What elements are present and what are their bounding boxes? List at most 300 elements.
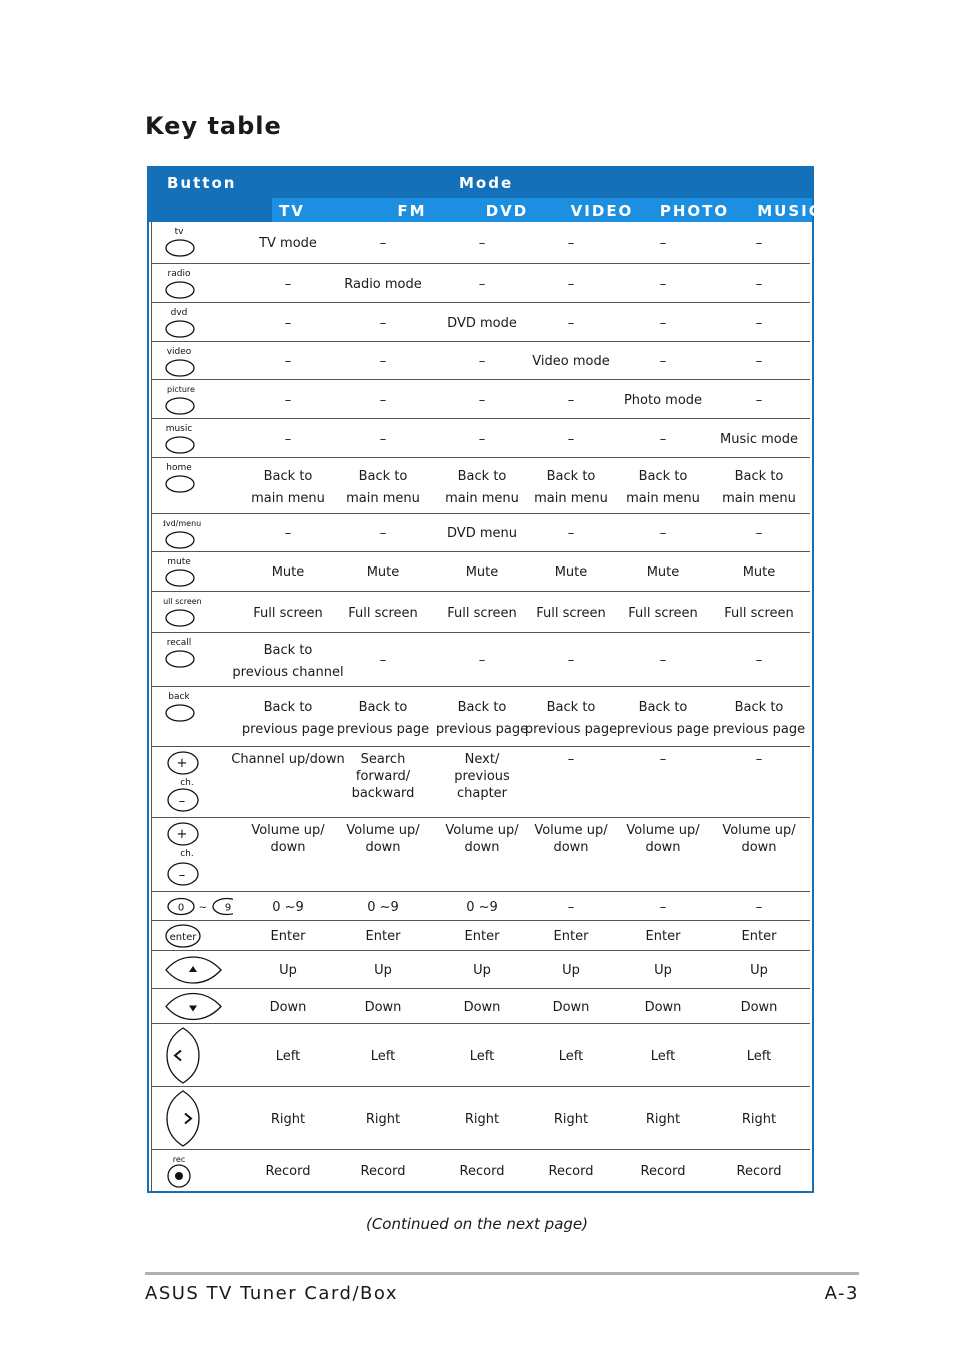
key-function-cell: [711, 997, 807, 1019]
table-row: [149, 687, 812, 747]
key-function-text: backward: [351, 786, 415, 801]
key-function-text: Enter: [365, 929, 401, 944]
key-function-text: –: [478, 653, 486, 668]
key-function-cell: [523, 233, 619, 255]
key-function-text: Mute: [646, 565, 680, 580]
mode-header-music: MUSIC: [757, 202, 822, 220]
svg-text:ch.: ch.: [180, 778, 194, 788]
key-function-text: –: [659, 899, 667, 915]
key-function-cell: [240, 926, 336, 948]
key-function-cell: [523, 466, 619, 510]
key-function-text: DVD menu: [447, 526, 517, 541]
svg-text:video: video: [166, 347, 192, 357]
key-function-text: –: [478, 276, 486, 292]
key-function-cell: [711, 429, 807, 451]
key-function-cell: [434, 523, 530, 545]
key-function-text: Right: [464, 1111, 500, 1127]
mode-header-tv: TV: [279, 202, 305, 220]
key-function-text: Record: [360, 1163, 406, 1179]
key-function-cell: [615, 429, 711, 451]
key-function-text: Left: [469, 1048, 495, 1064]
key-function-text: Right: [365, 1111, 401, 1127]
key-function-cell: [615, 960, 711, 982]
key-function-text: Up: [473, 963, 491, 978]
key-function-text: Full screen: [628, 605, 698, 621]
key-function-text: previous page: [336, 722, 430, 737]
key-function-text: previous page: [524, 722, 618, 737]
key-function-text: –: [379, 431, 387, 447]
video-button-icon: [163, 342, 233, 384]
key-function-cell: [711, 390, 807, 412]
key-function-text: –: [567, 236, 575, 251]
key-function-text: –: [659, 752, 667, 767]
key-function-text: 0 ~9: [367, 899, 399, 915]
key-function-text: Back to: [457, 469, 507, 484]
key-function-cell: [335, 274, 431, 296]
key-function-text: –: [478, 354, 486, 369]
key-function-text: –: [379, 526, 387, 541]
key-function-text: Back to: [546, 469, 596, 484]
mute-button-icon: [163, 552, 233, 596]
key-function-text: –: [659, 431, 667, 447]
key-function-cell: [240, 429, 336, 451]
key-function-cell: [335, 233, 431, 255]
key-function-text: main menu: [722, 491, 796, 506]
key-function-cell: [434, 603, 530, 625]
key-function-cell: [335, 960, 431, 982]
table-row: [149, 264, 812, 303]
table-row: [149, 514, 812, 552]
key-function-text: –: [567, 431, 575, 447]
key-function-cell: [615, 233, 711, 255]
key-function-text: main menu: [626, 491, 700, 506]
key-function-cell: [523, 1109, 619, 1131]
key-function-text: Volume up/: [534, 823, 608, 838]
key-function-cell: [335, 897, 431, 919]
key-function-cell: [240, 313, 336, 335]
table-row: [149, 222, 812, 264]
key-function-cell: [434, 429, 530, 451]
key-function-cell: [434, 1161, 530, 1183]
channel-rocker-icon: [163, 747, 233, 822]
table-row: [149, 552, 812, 592]
key-function-text: Up: [750, 963, 768, 978]
key-function-text: Back to: [263, 643, 313, 658]
key-function-cell: [523, 562, 619, 584]
key-function-cell: [240, 523, 336, 545]
svg-text:back: back: [168, 692, 190, 702]
key-function-cell: [434, 233, 530, 255]
key-function-text: –: [567, 752, 575, 767]
mode-column-header: Mode: [459, 174, 514, 192]
music-button-icon: [163, 419, 233, 462]
key-function-cell: [240, 997, 336, 1019]
key-function-cell: [240, 960, 336, 982]
key-function-cell: [335, 313, 431, 335]
key-function-text: Record: [265, 1163, 311, 1179]
key-function-text: previous: [454, 769, 510, 784]
key-function-cell: [434, 697, 530, 741]
key-function-cell: [434, 650, 530, 672]
key-function-cell: [711, 751, 807, 768]
left-arrow-button-icon: [163, 1024, 233, 1091]
key-function-text: Enter: [553, 929, 589, 944]
key-function-text: –: [379, 354, 387, 369]
key-function-text: –: [478, 431, 486, 447]
table-row: [149, 380, 812, 419]
key-function-cell: [615, 1161, 711, 1183]
mode-strip: [272, 198, 822, 222]
key-function-text: Back to: [358, 700, 408, 715]
key-function-cell: [335, 390, 431, 412]
svg-text:rec: rec: [172, 1155, 186, 1164]
key-function-text: Volume up/: [722, 823, 796, 838]
key-function-text: 0 ~9: [466, 899, 498, 915]
key-function-cell: [615, 697, 711, 741]
svg-text:~: ~: [198, 902, 208, 914]
page-title: Key table: [145, 112, 282, 140]
key-function-text: –: [284, 526, 292, 541]
key-function-cell: [434, 1109, 530, 1131]
key-function-text: down: [553, 840, 589, 855]
key-function-text: –: [755, 526, 763, 541]
key-function-text: Record: [548, 1163, 594, 1179]
key-function-cell: [335, 650, 431, 672]
svg-text:enter: enter: [169, 932, 197, 943]
footer-product-name: ASUS TV Tuner Card/Box: [145, 1283, 398, 1304]
key-function-cell: [615, 926, 711, 948]
key-function-text: Left: [746, 1048, 772, 1064]
key-function-text: forward/: [355, 769, 411, 784]
table-row: [149, 1024, 812, 1087]
key-function-text: Down: [364, 999, 402, 1015]
key-function-text: –: [284, 354, 292, 369]
key-function-cell: [240, 822, 336, 856]
key-function-cell: [434, 274, 530, 296]
key-function-text: previous page: [241, 722, 335, 737]
key-function-text: –: [379, 315, 387, 331]
key-function-cell: [711, 897, 807, 919]
key-function-text: previous page: [712, 722, 806, 737]
key-function-cell: [240, 562, 336, 584]
key-function-cell: [523, 897, 619, 919]
key-function-text: Mute: [554, 565, 588, 580]
key-function-cell: [335, 926, 431, 948]
key-function-cell: [523, 351, 619, 373]
key-function-cell: [523, 822, 619, 856]
key-function-cell: [523, 313, 619, 335]
key-function-cell: [523, 751, 619, 768]
volume-rocker-icon: [163, 818, 233, 896]
key-function-cell: [523, 523, 619, 545]
key-function-cell: [335, 429, 431, 451]
key-function-text: previous channel: [232, 665, 344, 680]
svg-text:–: –: [178, 794, 186, 809]
key-function-cell: [335, 822, 431, 856]
key-function-cell: [615, 466, 711, 510]
key-function-cell: [711, 1046, 807, 1068]
key-function-cell: [335, 1161, 431, 1183]
key-function-text: Enter: [741, 929, 777, 944]
svg-text:+: +: [176, 827, 188, 842]
key-function-cell: [523, 697, 619, 741]
key-function-cell: [434, 466, 530, 510]
key-function-text: Record: [459, 1163, 505, 1179]
key-function-text: Back to: [457, 700, 507, 715]
key-function-cell: [434, 1046, 530, 1068]
key-function-text: Photo mode: [623, 392, 703, 408]
key-function-text: –: [755, 276, 763, 292]
key-function-cell: [711, 523, 807, 545]
key-function-cell: [711, 926, 807, 948]
svg-text:0: 0: [177, 902, 185, 914]
key-function-text: main menu: [346, 491, 420, 506]
key-function-text: Volume up/: [626, 823, 700, 838]
key-function-text: –: [478, 392, 486, 408]
key-function-cell: [240, 897, 336, 919]
key-function-cell: [434, 960, 530, 982]
key-function-text: Enter: [270, 929, 306, 944]
key-table: [147, 166, 822, 1193]
svg-text:dvd: dvd: [170, 308, 188, 318]
key-function-text: down: [741, 840, 777, 855]
mode-header-photo: PHOTO: [659, 202, 730, 220]
key-function-cell: [711, 960, 807, 982]
key-function-cell: [615, 523, 711, 545]
key-function-text: main menu: [251, 491, 325, 506]
key-function-cell: [228, 640, 348, 684]
key-function-cell: [335, 1109, 431, 1131]
dvd-menu-button-icon: [163, 514, 233, 556]
key-function-cell: [335, 523, 431, 545]
key-function-cell: [615, 897, 711, 919]
record-button-icon: [163, 1150, 233, 1195]
key-function-text: Back to: [358, 469, 408, 484]
key-function-text: –: [659, 236, 667, 251]
key-function-cell: [434, 997, 530, 1019]
key-function-cell: [615, 313, 711, 335]
key-function-cell: [335, 603, 431, 625]
key-function-cell: [335, 562, 431, 584]
key-function-text: Back to: [638, 700, 688, 715]
key-function-text: Volume up/: [445, 823, 519, 838]
table-row: [149, 458, 812, 514]
key-function-cell: [240, 1109, 336, 1131]
key-function-cell: [615, 997, 711, 1019]
key-function-text: –: [567, 392, 575, 408]
key-function-cell: [711, 697, 807, 741]
key-function-cell: [434, 926, 530, 948]
svg-text:music: music: [165, 424, 193, 434]
key-function-cell: [523, 650, 619, 672]
table-row: [149, 419, 812, 458]
key-function-cell: [335, 997, 431, 1019]
key-function-text: –: [567, 276, 575, 292]
button-column-header: Button: [167, 174, 237, 192]
key-function-cell: [240, 1046, 336, 1068]
svg-text:tv: tv: [174, 227, 184, 237]
radio-button-icon: [163, 264, 233, 307]
key-function-cell: [335, 466, 431, 510]
key-function-cell: [335, 351, 431, 373]
table-row: [149, 633, 812, 687]
key-function-text: Right: [553, 1111, 589, 1127]
dvd-button-icon: [163, 303, 233, 346]
key-function-text: Down: [644, 999, 682, 1015]
table-row: [149, 592, 812, 633]
key-function-text: Next/: [464, 752, 500, 767]
key-function-text: –: [659, 653, 667, 668]
key-function-cell: [434, 313, 530, 335]
key-function-text: –: [478, 236, 486, 251]
key-function-cell: [240, 390, 336, 412]
key-function-cell: [335, 751, 431, 802]
key-function-text: Down: [740, 999, 778, 1015]
back-button-icon: [163, 687, 233, 751]
key-function-text: –: [567, 526, 575, 541]
key-function-text: Down: [269, 999, 307, 1015]
key-function-cell: [523, 997, 619, 1019]
key-function-text: Up: [654, 963, 672, 978]
mode-header-video: VIDEO: [570, 202, 634, 220]
table-row: [149, 342, 812, 380]
key-function-text: down: [645, 840, 681, 855]
key-function-text: Up: [562, 963, 580, 978]
key-function-text: –: [659, 276, 667, 292]
key-function-text: Back to: [638, 469, 688, 484]
full-screen-button-icon: [163, 592, 233, 637]
table-row: [149, 747, 812, 818]
key-function-text: previous page: [616, 722, 710, 737]
key-function-cell: [615, 390, 711, 412]
mode-header-dvd: DVD: [485, 202, 529, 220]
key-function-text: Right: [741, 1111, 777, 1127]
svg-text:mute: mute: [167, 557, 191, 567]
svg-text:9: 9: [224, 902, 232, 914]
svg-text:dvd/menu: dvd/menu: [163, 519, 202, 528]
right-arrow-button-icon: [163, 1087, 233, 1154]
key-function-text: Left: [558, 1048, 584, 1064]
up-arrow-button-icon: [163, 951, 233, 993]
key-function-text: Left: [650, 1048, 676, 1064]
key-function-text: Back to: [263, 700, 313, 715]
key-function-cell: [615, 1046, 711, 1068]
key-function-text: main menu: [445, 491, 519, 506]
key-function-cell: [711, 603, 807, 625]
key-function-text: Enter: [645, 929, 681, 944]
key-function-text: chapter: [456, 786, 508, 801]
key-function-text: Back to: [263, 469, 313, 484]
table-header-modes: [149, 198, 822, 222]
svg-text:recall: recall: [166, 638, 192, 648]
svg-text:+: +: [176, 756, 188, 771]
table-row: [149, 892, 812, 921]
key-function-cell: [711, 313, 807, 335]
key-function-text: –: [755, 653, 763, 668]
table-row: [149, 1150, 812, 1191]
key-function-text: TV mode: [259, 236, 317, 251]
key-function-text: –: [659, 315, 667, 331]
key-function-text: –: [755, 899, 763, 915]
key-function-text: Back to: [734, 469, 784, 484]
key-function-text: –: [284, 392, 292, 408]
key-function-text: 0 ~9: [272, 899, 304, 915]
key-function-text: Music mode: [720, 431, 798, 447]
key-function-text: Record: [640, 1163, 686, 1179]
key-function-cell: [240, 274, 336, 296]
key-function-cell: [434, 562, 530, 584]
key-function-cell: [335, 1046, 431, 1068]
key-function-cell: [240, 466, 336, 510]
footer-divider: [145, 1272, 859, 1275]
key-function-cell: [434, 822, 530, 856]
key-function-cell: [711, 562, 807, 584]
key-function-cell: [615, 351, 711, 373]
key-function-text: Right: [270, 1111, 306, 1127]
key-function-text: Up: [374, 963, 392, 978]
continued-caption: (Continued on the next page): [365, 1215, 588, 1233]
table-row: [149, 1087, 812, 1150]
key-function-cell: [711, 351, 807, 373]
key-function-text: –: [755, 354, 763, 369]
key-function-text: Left: [370, 1048, 396, 1064]
key-function-cell: [523, 1046, 619, 1068]
key-function-text: Mute: [742, 565, 776, 580]
key-function-text: Full screen: [348, 605, 418, 621]
key-function-text: Mute: [465, 565, 499, 580]
key-function-cell: [228, 751, 348, 768]
key-function-cell: [711, 650, 807, 672]
key-function-cell: [240, 603, 336, 625]
key-function-cell: [434, 351, 530, 373]
key-function-text: Channel up/down: [231, 752, 345, 767]
key-function-text: Right: [645, 1111, 681, 1127]
key-function-text: –: [567, 653, 575, 668]
key-function-cell: [523, 1161, 619, 1183]
footer-page-number: A-3: [824, 1283, 859, 1304]
key-function-text: Back to: [546, 700, 596, 715]
key-function-cell: [523, 274, 619, 296]
key-function-cell: [523, 390, 619, 412]
key-function-cell: [523, 926, 619, 948]
key-function-cell: [711, 233, 807, 255]
key-function-cell: [240, 1161, 336, 1183]
key-function-text: Down: [463, 999, 501, 1015]
key-function-text: Search: [360, 752, 406, 767]
key-function-text: –: [755, 392, 763, 408]
key-function-cell: [523, 603, 619, 625]
key-function-text: Mute: [366, 565, 400, 580]
key-function-text: Full screen: [447, 605, 517, 621]
home-button-icon: [163, 458, 233, 518]
key-function-text: Left: [275, 1048, 301, 1064]
key-function-text: Full screen: [724, 605, 794, 621]
mode-header-fm: FM: [397, 202, 427, 220]
key-function-text: –: [567, 899, 575, 915]
key-function-text: –: [379, 236, 387, 251]
key-function-cell: [615, 1109, 711, 1131]
key-function-text: down: [270, 840, 306, 855]
key-function-cell: [615, 603, 711, 625]
table-row: [149, 951, 812, 989]
key-function-text: –: [755, 236, 763, 251]
table-header-top: [149, 168, 812, 198]
key-function-cell: [434, 751, 530, 802]
table-row: [149, 818, 812, 892]
key-function-text: Down: [552, 999, 590, 1015]
svg-text:radio: radio: [167, 269, 191, 279]
key-function-text: –: [659, 526, 667, 541]
